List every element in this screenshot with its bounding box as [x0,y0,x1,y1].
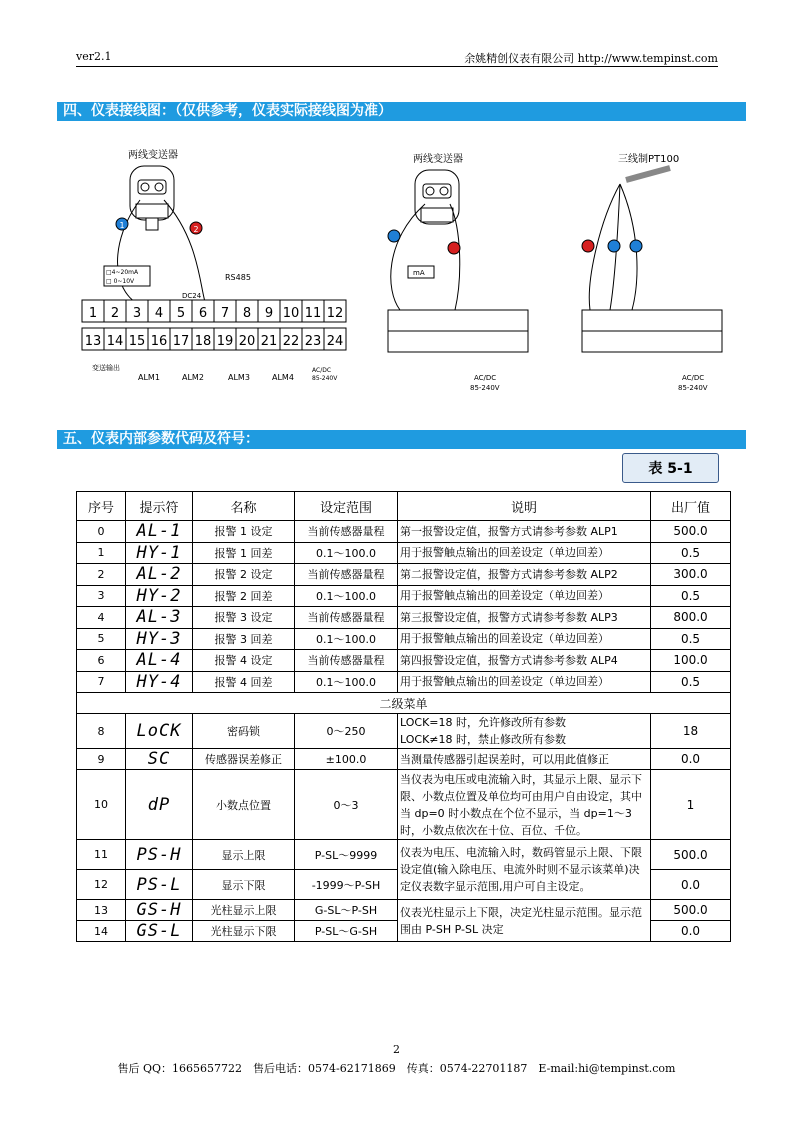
svg-text:85-240V: 85-240V [470,384,500,392]
terminal-label: 18 [194,334,212,349]
terminal-label: 1 [88,306,98,321]
table-row: 2 AL-2 报警 2 设定 当前传感器量程 第二报警设定值，报警方式请参考参数 ALP2 300.0 [77,564,731,586]
wiring-diagram [70,140,730,400]
parameter-table [76,491,731,942]
svg-text:□ 0~10V: □ 0~10V [106,278,135,285]
footer-contact: 售后 QQ：1665657722 售后电话：0574-62171869 传真：0574-22701187 E-mail:hi@tempinst.com [117,1062,676,1075]
svg-text:AC/DC: AC/DC [312,367,332,374]
svg-text:ALM4: ALM4 [272,373,294,382]
svg-text:85-240V: 85-240V [678,384,708,392]
terminal-label: 22 [282,334,300,349]
svg-text:ALM2: ALM2 [182,373,204,382]
table-row: 8 LoCK 密码锁 0～250 LOCK=18 时，允许修改所有参数 LOCK≠18 时，禁止修改所有参数 18 [77,714,731,749]
svg-text:AC/DC: AC/DC [682,374,705,382]
terminal-label: 8 [242,306,252,321]
table-header-row: 序号 提示符 名称 设定范围 说明 出厂值 [77,492,731,521]
page-number: 2 [393,1043,400,1056]
svg-text:mA: mA [413,269,425,277]
terminal-label: 5 [176,306,186,321]
terminal-label: 21 [260,334,278,349]
svg-text:2: 2 [193,225,199,234]
terminal-label: 2 [110,306,120,321]
svg-text:变送输出: 变送输出 [92,364,120,372]
terminal-label: 4 [154,306,164,321]
table-row: 4 AL-3 报警 3 设定 当前传感器量程 第三报警设定值，报警方式请参考参数 ALP3 800.0 [77,607,731,629]
terminal-label: 23 [304,334,322,349]
table-row: 3 HY-2 报警 2 回差 0.1～100.0 用于报警触点输出的回差设定（单边回差） 0.5 [77,585,731,607]
terminal-label: 3 [132,306,142,321]
table-row: 12 PS-L 显示下限 -1999～P-SH 0.0 [77,870,731,900]
terminal-label: 13 [84,334,102,349]
terminal-label: 20 [238,334,256,349]
terminal-label: 19 [216,334,234,349]
svg-text:RS485: RS485 [225,273,251,282]
table-row: 13 GS-H 光柱显示上限 G-SL～P-SH 仪表光柱显示上下限，决定光柱显示范围。显示范围由 P-SH P-SL 决定 500.0 [77,900,731,921]
table-row: 9 SC 传感器误差修正 ±100.0 当测量传感器引起误差时，可以用此值修正 0.0 [77,749,731,770]
version-label: ver2.1 [76,50,112,63]
svg-text:DC24: DC24 [182,292,202,300]
table-row: 1 HY-1 报警 1 回差 0.1～100.0 用于报警触点输出的回差设定（单边回差） 0.5 [77,542,731,564]
terminal-label: 6 [198,306,208,321]
terminal-label: 15 [128,334,146,349]
svg-text:1: 1 [119,221,125,230]
table-row: 10 dP 小数点位置 0～3 当仪表为电压或电流输入时，其显示上限、显示下限、小数点位置及单位均可由用户自由设定，其中当 dp=0 时小数点在个位不显示，当 dp=1～3 时，小数点依次在十位、百位、千位。 1 [77,770,731,840]
company-label: 余姚精创仪表有限公司 http://www.tempinst.com [464,52,718,65]
terminal-label: 11 [304,306,322,321]
svg-text:三线制PT100: 三线制PT100 [618,154,680,165]
page-header [76,50,718,65]
submenu-row: 二级菜单 [77,693,731,714]
table-row: 14 GS-L 光柱显示下限 P-SL～G-SH 0.0 [77,921,731,942]
transmitter-label-1: 两线变送器 [128,150,178,161]
svg-text:ALM3: ALM3 [228,373,250,382]
svg-text:85-240V: 85-240V [312,375,338,382]
table-badge: 表 5-1 [622,453,719,483]
table-row: 0 AL-1 报警 1 设定 当前传感器量程 第一报警设定值，报警方式请参考参数 ALP1 500.0 [77,521,731,543]
terminal-label: 17 [172,334,190,349]
terminal-label: 10 [282,306,300,321]
section-5-title: 五、仪表内部参数代码及符号： [57,430,746,449]
svg-text:□4~20mA: □4~20mA [106,269,139,276]
table-row: 11 PS-H 显示上限 P-SL～9999 仪表为电压、电流输入时，数码管显示上限、下限设定值(输入除电压、电流外时则不显示该菜单)决定仪表数字显示范围,用户可自主设定。 500.0 [77,840,731,870]
terminal-label: 7 [220,306,230,321]
table-row: 6 AL-4 报警 4 设定 当前传感器量程 第四报警设定值，报警方式请参考参数 ALP4 100.0 [77,650,731,672]
svg-text:两线变送器: 两线变送器 [413,154,463,165]
terminal-label: 24 [326,334,344,349]
svg-text:AC/DC: AC/DC [474,374,497,382]
terminal-label: 9 [264,306,274,321]
table-row: 5 HY-3 报警 3 回差 0.1～100.0 用于报警触点输出的回差设定（单边回差） 0.5 [77,628,731,650]
terminal-label: 16 [150,334,168,349]
terminal-label: 12 [326,306,344,321]
section-4-title: 四、仪表接线图：（仅供参考，仪表实际接线图为准） [57,102,746,121]
table-row: 7 HY-4 报警 4 回差 0.1～100.0 用于报警触点输出的回差设定（单边回差） 0.5 [77,671,731,693]
header-divider [76,66,718,67]
svg-text:ALM1: ALM1 [138,373,160,382]
terminal-label: 14 [106,334,124,349]
